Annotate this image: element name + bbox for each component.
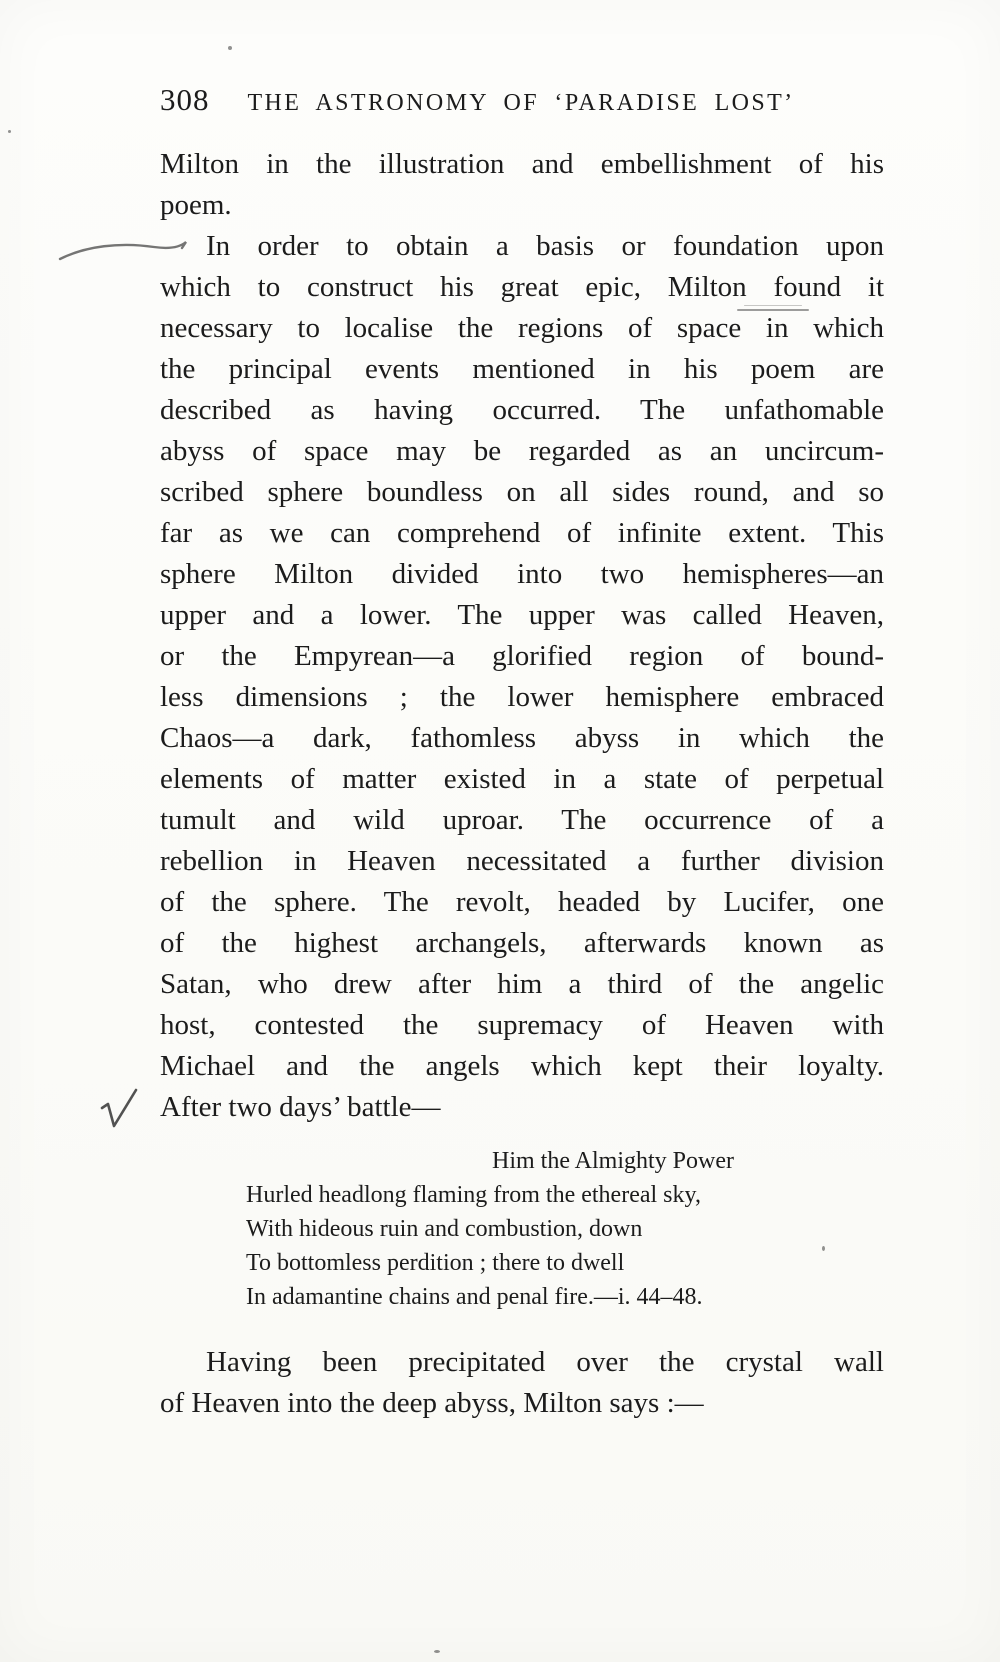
verse-line: In adamantine chains and penal fire.—i. 44–48.	[246, 1284, 703, 1310]
text-line: Having been precipitated over the crystal wall	[206, 1346, 884, 1378]
text-line: or the Empyrean—a glorified region of bound-	[160, 640, 884, 672]
text-line: After two days’ battle—	[160, 1091, 441, 1123]
text-line: abyss of space may be regarded as an uncircum-	[160, 435, 884, 467]
text-line: Michael and the angels which kept their loyalty.	[160, 1050, 884, 1082]
pencil-underline-mark	[744, 305, 802, 306]
text-line: the principal events mentioned in his poem are	[160, 353, 884, 385]
checkmark-icon	[98, 1086, 142, 1132]
text-line: sphere Milton divided into two hemispheres—an	[160, 558, 884, 590]
text-line: which to construct his great epic, Milton found it	[160, 271, 884, 303]
text-line: scribed sphere boundless on all sides round, and so	[160, 476, 884, 508]
paragraph	[160, 1342, 884, 1424]
verse-line: To bottomless perdition ; there to dwell	[246, 1250, 625, 1276]
paragraph	[160, 144, 884, 226]
scan-speck	[8, 130, 11, 133]
scan-speck	[228, 46, 232, 50]
text-line: of the sphere. The revolt, headed by Lucifer, one	[160, 886, 884, 918]
page-header	[160, 82, 884, 118]
text-line: host, contested the supremacy of Heaven with	[160, 1009, 884, 1041]
scan-speck	[434, 1650, 440, 1653]
text-line: necessary to localise the regions of space in which	[160, 312, 884, 344]
verse-line: Him the Almighty Power	[492, 1148, 734, 1174]
text-line: In order to obtain a basis or foundation upon	[206, 230, 884, 262]
text-line: upper and a lower. The upper was called Heaven,	[160, 599, 884, 631]
verse-line: With hideous ruin and combustion, down	[246, 1216, 643, 1242]
text-line: tumult and wild uproar. The occurrence of a	[160, 804, 884, 836]
text-line: Milton in the illustration and embellishment of his	[160, 148, 884, 180]
text-line: described as having occurred. The unfathomable	[160, 394, 884, 426]
text-line: rebellion in Heaven necessitated a further division	[160, 845, 884, 877]
text-line: poem.	[160, 189, 232, 221]
pencil-stroke-icon	[58, 238, 190, 266]
page-number: 308	[160, 82, 210, 117]
text-line: of Heaven into the deep abyss, Milton says :—	[160, 1387, 704, 1419]
scan-speck	[822, 1246, 825, 1251]
pencil-underline-mark	[737, 309, 809, 311]
paragraph	[160, 226, 884, 1128]
text-line: far as we can comprehend of infinite extent. This	[160, 517, 884, 549]
text-line: of the highest archangels, afterwards known as	[160, 927, 884, 959]
text-line: Chaos—a dark, fathomless abyss in which the	[160, 722, 884, 754]
text-line: elements of matter existed in a state of perpetual	[160, 763, 884, 795]
text-line: less dimensions ; the lower hemisphere embraced	[160, 681, 884, 713]
running-title: THE ASTRONOMY OF ‘PARADISE LOST’	[247, 90, 795, 116]
text-block	[160, 144, 884, 1424]
verse-line: Hurled headlong flaming from the ethereal sky,	[246, 1182, 701, 1208]
text-line: Satan, who drew after him a third of the angelic	[160, 968, 884, 1000]
verse-quote	[246, 1144, 812, 1314]
